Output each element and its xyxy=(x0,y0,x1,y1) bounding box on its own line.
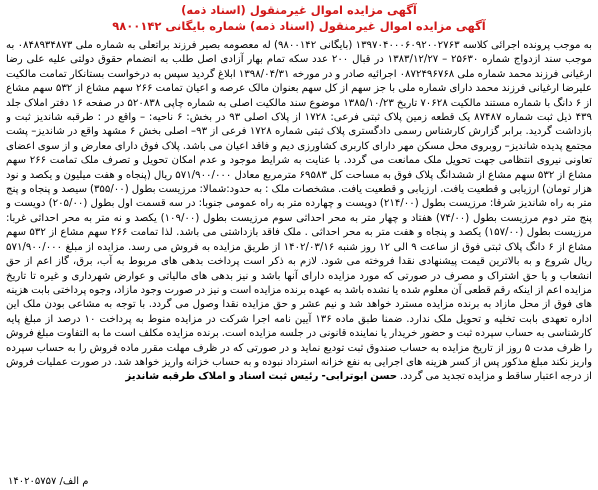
notice-subtitle: آگهی مزایده اموال غیرمنقول (اسناد ذمه) شماره بایگانی ۹۸۰۰۱۴۲ xyxy=(112,19,486,33)
notice-paragraph-text: به موجب پرونده اجرائی کلاسه ۱۳۹۷۰۴۰۰۰۶۰۹۲۰۰۲۷۶۳ (بایگانی ۹۸۰۰۱۴۲) له معصومه بصیر فرزند براتعلی به شماره ملی ۰۸۴۸۹۳۴۸۷۳ به موجب سند ازدواج شماره ۲۵۶۳۰ – ۱۳۸۳/۱۲/۲۷ در قبال ۲۰۰ عدد سکه تمام بهار آزادی اصل طلب به انضمام حقوق دولتی علیه علی رضا ارغیانی فرزند محمد شماره ملی ۰۸۷۲۴۹۶۷۶۸ اجرائیه صادر و در مورخه ۱۳۹۸/۰۴/۳۱ ابلاغ گردید سپس به درخواست بستانکار تمامت مالکیت علیرضا ارغیانی فرزند محمد دارای شماره ملی با جز سهم از کل سهم بعنوان مالک عرصه و اعیان تمامت ۲۶۶ سهم مشاع از ۵۳۲ سهم مشاع از ۶ دانگ با شماره مستند مالکیت ۷۰۶۲۸ تاریخ ۱۳۸۵/۱۰/۲۳ موضوع سند مالکیت اصلی به شماره چاپی ۵۲۰۸۳۸ در صفحه ۱۶ دفتر املاک جلد ۴۳۹ ذیل ثبت شماره ۸۷۴۸۷ یک قطعه زمین پلاک ثبتی فرعی: ۱۷۲۸ از پلاک اصلی ۹۳ در بخش: ۶ ناحیه: – واقع در : طرقبه شاندیز ثبت و بازداشت گردید. برابر گزارش کارشناس رسمی دادگستری پلاک ثبتی شماره ۱۷۲۸ فرعی از ۹۳– اصلی بخش ۶ مشهد واقع در شاندیز– پشت مجتمع پدیده شاندیز– روبروی محل مسکن مهر دارای کاربری کشاورزی دیم و فاقد اعیان می باشد. پلاک فوق دارای معارض و از سوی اعضای تعاونی نیروی انتظامی جهت تحویل ملک ممانعت می گردد. با عنایت به شرایط موجود و عدم امکان تحویل و تصرف ملک تمامت ۲۶۶ سهم مشاع از ۵۳۲ سهم مشاع از ششدانگ پلاک فوق به مساحت کل ۶۹۵۸۳ مترمربع معادل ۵۷۱/۹۰۰/۰۰۰ ریال (پنجاه و هفت میلیون و یکصد و نود هزار تومان) ارزیابی و قطعیت یافت. ارزیابی و قطعیت یافت. مشخصات ملک : به حدود:شمالا: مرزیست بطول (۳۵۵/۰۰) سیصد و پنجاه و پنج متر به راه شاندیز شرقا: مرزیست بطول (۲۱۴/۰۰) دویست و چهارده متر به راه عمومی جنوبا: در سه قسمت اول بطول (۲۰۵/۰۰) دویست و پنج متر دوم مرزیست بطول (۷۴/۰۰) هفتاد و چهار متر به محر احداثی سوم مرزیست بطول (۱۰۹/۰۰) یکصد و نه متر به محر احداثی غربا: مرزیست بطول (۱۵۷/۰۰) یکصد و پنجاه و هفت متر به محر احداثی . ملک فاقد بازداشتی می باشد. لذا تمامت ۲۶۶ سهم مشاع از ۵۳۲ سهم مشاع از ۶ دانگ پلاک ثبتی فوق از ساعت ۹ الی ۱۲ روز شنبه ۱۴۰۲/۰۳/۱۶ از طریق مزایده به فروش می رسد. مزایده از مبلغ ۵۷۱/۹۰۰/۰۰۰ ریال شروع و به بالاترین قیمت پیشنهادی نقدا فروخته می شود. لازم به ذکر است پرداخت بدهی های مربوط به آب، برق، گاز اعم از حق انشعاب و یا حق اشتراک و مصرف در صورتی که مورد مزایده دارای آنها باشد و نیز بدهی های مالیاتی و عوارض شهرداری و غیره تا تاریخ مزایده اعم از اینکه رقم قطعی آن معلوم شده یا نشده باشد به عهده برنده مزایده است و نیز در صورت وجود مازاد، وجوه پرداختی بابت هزینه های فوق از محل مازاد به برنده مزایده مسترد خواهد شد و نیم عشر و حق مزایده نقدا وصول می گردد. با توجه به مشاعی بودن ملک این اداره تعهدی بابت تخلیه و تحویل ملک ندارد. ضمنا طبق ماده ۱۳۶ آیین نامه اجرا شرکت در مزایده منوط به پرداخت ۱۰ درصد از مبلغ پایه کارشناسی به حساب سپرده ثبت و حضور خریدار یا نماینده قانونی در جلسه مزایده است. برنده مزایده مکلف است ما به التفاوت مبلغ فروش را ظرف مدت ۵ روز از تاریخ مزایده به حساب صندوق ثبت تودیع نماید و در صورتی که در ظرف مهلت مقرر ماده فروش را به حساب سپرده واریز نکند مبلغ مذکور پس از کسر هزینه های اجرایی به نفع خزانه استرداد نبوده و به حساب خزانه واریز خواهد شد. در صورت عملیات فروش از درجه اعتبار ساقط و مزایده تجدید می گردد. xyxy=(6,40,592,383)
notice-body xyxy=(6,39,592,469)
notice-signature: حسن ابوترابی- رئیس ثبت اسناد و املاک طرقبه شاندیز xyxy=(125,371,398,383)
reference-number: ۱۴۰۲۰۵۷۵۷ /م الف xyxy=(8,476,89,487)
notice-paragraph xyxy=(6,39,592,385)
notice-title: آگهی مزایده اموال غیرمنقول (اسناد ذمه) xyxy=(181,3,417,17)
